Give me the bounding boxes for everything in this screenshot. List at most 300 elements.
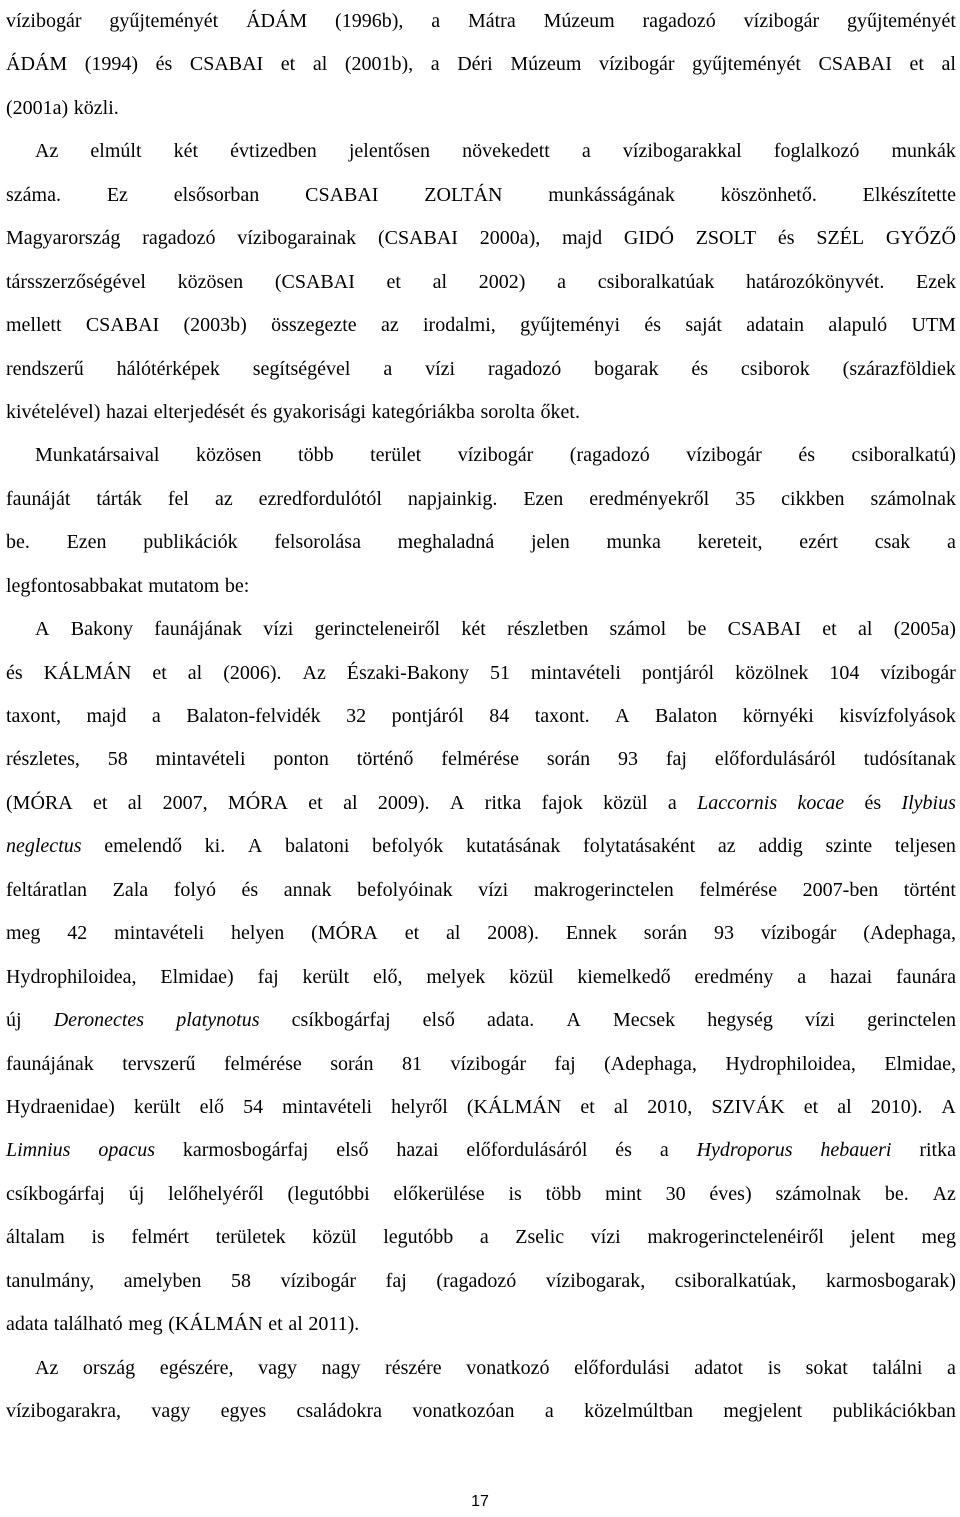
word: be [687,618,707,641]
word: a [151,705,161,727]
word: (2001a) [6,96,69,119]
word: eredményekről [589,487,710,510]
word: a [946,531,956,554]
word: faj [665,748,687,771]
word: Ez [106,183,128,206]
word: hálótérképek [116,357,220,380]
word: et [280,53,296,76]
word: faj [554,1052,576,1075]
text-line [6,782,956,825]
word: vízibogarak, [545,1269,646,1292]
text-line [6,0,956,43]
word: 93 [618,748,639,771]
word: kocae [797,791,845,814]
word: és [6,661,23,684]
word: al [312,53,328,76]
word: vízi [590,1226,621,1249]
word: és [644,314,662,337]
word: (2001b), [344,53,414,76]
text-line [6,43,956,86]
word: Balaton [655,705,718,727]
word: felmért [131,1226,190,1249]
word: elmúlt [90,140,142,163]
word: elő [199,1095,225,1118]
word: karmosbogárfaj [182,1139,309,1162]
word: előfordulásáról [714,748,836,771]
word: számol [609,618,667,641]
word: (KÁLMÁN [168,1313,263,1336]
word: CSABAI [189,53,264,76]
text-line [6,1129,956,1172]
word: CSABAI [727,618,801,641]
word: be. [884,1182,909,1205]
text-line [6,261,956,304]
word: került [302,965,350,988]
word: ponton [273,748,329,771]
word: csak [874,531,911,554]
word: A [449,791,465,814]
word: (2006). [223,661,282,684]
word: vízibogarainak [237,227,357,250]
text-line [6,87,956,130]
word: összegezte [271,314,357,337]
word: és [155,53,173,76]
word: 2007, [162,791,208,814]
text-line [6,1216,956,1259]
word: Mátra [467,10,516,32]
word: sokat [805,1356,848,1379]
word: annak [283,878,332,901]
word: MÓRA [227,791,288,814]
word: al [127,791,143,814]
word: vízibogár [880,661,956,684]
word: (ragadozó [569,444,650,467]
word: Déri [457,53,493,76]
word: tanulmány, [6,1269,95,1292]
word: jelen [530,531,570,554]
text-line [6,521,956,564]
word: (MÓRA [6,791,73,814]
word: Az [302,661,326,684]
word: a [946,1356,956,1379]
word: irodalmi, [423,314,496,337]
word: faj [385,1269,407,1292]
text-line [6,478,956,521]
word: ezért [799,531,839,554]
text-line [6,608,956,651]
word: A [247,835,263,858]
word: az [380,314,399,337]
word: Ezek [916,270,956,293]
word: bogarak [594,357,659,380]
word: gyűjteményi [520,314,621,337]
word: et [152,661,167,684]
word: Ilybius [901,791,956,814]
word: is [91,1226,105,1249]
word: számolnak [775,1182,861,1205]
word: al [288,1313,303,1336]
word: taxont. [534,705,590,727]
text-line [6,174,956,217]
word: CSABAI [818,53,892,76]
word: makrogerinctelenéiről [647,1226,824,1249]
word: faj [257,965,279,988]
word: feltáratlan [6,878,88,901]
word: meg [921,1226,956,1249]
word: legfontosabbakat [6,574,143,597]
word: a [431,10,441,32]
word: felmérése [224,1052,302,1075]
word: 81 [402,1052,423,1075]
word: et [822,618,837,641]
word: 2002) [478,270,526,293]
word: 2010, [647,1095,693,1118]
word: 2000a), [479,227,541,250]
word: ZOLTÁN [424,183,503,206]
word: jelentősen [348,140,430,163]
text-line [6,565,956,608]
word: al [446,922,461,945]
word: Bakony [70,618,133,641]
word: vagy [258,1356,297,1379]
word: elterjedését [153,400,245,423]
text-line [6,652,956,695]
word: részletben [507,618,589,641]
word: során [643,922,688,945]
word: platynotus [176,1009,260,1032]
word: ezredfordulótól [258,487,382,510]
text-line [6,391,956,434]
word: faunáját [6,487,71,510]
word: 2010). [870,1095,923,1118]
word: részletes, [6,748,80,771]
text-line [6,956,956,999]
word: az [214,487,233,510]
text-line [6,912,956,955]
word: pontjáról [641,661,715,684]
word: egyes [220,1400,267,1422]
word: számolnak [870,487,956,510]
word: vízi [263,618,294,641]
word: ÁDÁM [6,53,68,76]
word: ragadozó [142,227,216,250]
word: környéki [742,705,814,727]
word: társszerzőségével [6,270,146,293]
word: családokra [296,1400,382,1422]
word: A [35,618,50,641]
word: közelmúltban [584,1400,693,1422]
word: (1996b), [335,10,404,32]
word: rendszerű [6,357,84,380]
word: 58 [107,748,128,771]
word: folytatásaként [583,835,696,858]
word: pontjáról [391,705,464,727]
word: és [864,791,882,814]
word: gyakorisági [272,400,367,423]
word: Balaton-felvidék [186,705,321,727]
word: vízibogár [450,1052,527,1075]
word: majd [562,227,603,250]
word: gyűjteményét [847,10,956,32]
word: a [544,1400,554,1422]
word: közül [509,965,554,988]
word: őket. [540,400,580,423]
word: al [837,1095,852,1118]
word: első [422,1009,455,1032]
word: et [580,1095,595,1118]
text-line [6,348,956,391]
word: és [777,227,795,250]
word: taxont, [6,705,61,727]
word: területek [215,1226,286,1249]
word: 58 [231,1269,251,1292]
word: a [659,1139,669,1162]
word: CSABAI [85,314,160,337]
word: Magyarország [6,227,121,250]
word: kiemelkedő [577,965,671,988]
word: és [615,1139,632,1162]
word: 2009). [377,791,430,814]
word: Ennek [565,922,617,945]
word: hazai [106,400,149,423]
word: (2003b) [183,314,247,337]
word: helyen [231,922,285,945]
word: publikációk [143,531,238,554]
word: 30 [665,1182,686,1205]
word: al [343,791,358,814]
word: is [767,1356,782,1379]
word: (legutóbbi [287,1182,370,1205]
word: Hydraenidae) [6,1095,115,1118]
text-line [6,999,956,1042]
word: ragadozó [487,357,562,380]
word: közösen [177,270,244,293]
word: előfordulási [574,1356,670,1379]
word: vízibogarakkal [622,140,742,163]
word: Munkatársaival [35,444,160,467]
word: csiborok [740,357,810,380]
word: gerincteleneiről [314,618,441,641]
word: adata [6,1313,49,1336]
word: kisvízfolyások [839,705,956,727]
word: Hydroporus [696,1139,793,1162]
word: Deronectes [53,1009,145,1032]
word: GIDÓ [623,227,674,250]
text-line [6,1390,956,1433]
word: vonatkozóan [412,1400,515,1422]
word: fel [167,487,189,510]
word: megjelent [723,1400,803,1422]
word: ragadozó [642,10,716,32]
word: közösen [195,444,262,467]
word: kategóriákba [371,400,475,423]
word: tervszerű [122,1052,196,1075]
word: et [308,791,323,814]
word: opacus [98,1139,155,1162]
word: 2007-ben [802,878,879,901]
word: adatain [746,314,805,337]
word: általam [6,1226,65,1249]
text-line [6,869,956,912]
word: során [546,748,591,771]
word: vízibogár [6,10,82,32]
word: részére [385,1356,442,1379]
word: kivételével) [6,400,101,423]
word: kereteit, [697,531,763,554]
text-line [6,695,956,738]
word: csiboralkatúak, [674,1269,797,1292]
word: vízi [478,878,509,901]
word: et [268,1313,283,1336]
word: (1994) [84,53,139,76]
word: 2008). [487,922,539,945]
word: A [615,705,630,727]
word: közölnek [735,661,809,684]
word: vízibogár [280,1269,357,1292]
word: hebaueri [820,1139,892,1162]
word: Limnius [6,1139,71,1162]
word: vagy [151,1400,191,1422]
word: emelendő [104,835,182,858]
word: faunájának [154,618,242,641]
word: teljesen [894,835,956,858]
word: Zselic [515,1226,565,1249]
text-line [6,217,956,260]
word: 32 [346,705,367,727]
word: csiboralkatú) [851,444,956,467]
word: hazai [396,1139,439,1162]
word: (2005a) [893,618,956,641]
word: közül [603,791,648,814]
word: et [93,791,108,814]
word: felmérése [699,878,778,901]
word: Laccornis [697,791,778,814]
text-line [6,1303,956,1346]
word: alapuló [828,314,888,337]
word: a [797,965,807,988]
page-number: 17 [471,1493,489,1510]
word: (CSABAI [377,227,458,250]
word: faunára [896,965,956,988]
word: előfordulásáról [466,1139,588,1162]
word: csiboralkatúak [597,270,715,293]
word: elő, [373,965,403,988]
word: tárták [96,487,142,510]
word: foglalkozó [773,140,860,163]
word: al [187,661,203,684]
word: segítségével [252,357,351,380]
word: UTM [911,314,956,337]
word: (MÓRA [311,922,378,945]
word: lelőhelyéről [168,1182,264,1205]
word: munkásságának [548,183,675,206]
word: saját [685,314,722,337]
word: publikációkban [832,1400,956,1422]
word: száma. [6,183,61,206]
word: melyek [426,965,486,988]
word: a [479,1226,489,1249]
word: 84 [489,705,510,727]
word: (KÁLMÁN [466,1095,562,1118]
word: Múzeum [510,53,582,76]
word: 35 [735,487,756,510]
word: felsorolása [274,531,361,554]
word: addig [758,835,803,858]
word: találni [872,1356,923,1379]
word: két [173,140,199,163]
word: Ezen [66,531,107,554]
word: történt [903,878,956,901]
word: majd [86,705,127,727]
word: al [613,1095,629,1118]
word: hegység [707,1009,773,1032]
word: Hydrophiloidea, [725,1052,856,1075]
word: Múzeum [543,10,615,32]
word: a [667,791,677,814]
word: Elmidae, [884,1052,956,1075]
word: előkerülése [393,1182,485,1205]
word: faunájának [6,1052,94,1075]
word: közli. [73,96,119,119]
word: vízibogár [599,53,675,76]
word: vonatkozó [466,1356,550,1379]
word: ki. [204,835,226,858]
word: és [241,878,259,901]
word: Zala [112,878,149,901]
word: évtizedben [230,140,317,163]
word: Elkészítette [862,183,956,206]
word: Az [932,1182,956,1205]
word: ZSOLT [695,227,757,250]
word: A [941,1095,956,1118]
word: két [461,618,486,641]
word: 51 [489,661,510,684]
body-text [6,0,956,1433]
word: található [53,1313,123,1336]
word: közül [312,1226,357,1249]
word: befolyók [372,835,444,858]
text-line [6,304,956,347]
word: mintavételi [155,748,246,771]
word: SZÉL [816,227,865,250]
word: a [383,357,393,380]
word: vízibogár [760,922,837,945]
word: ritka [484,791,522,814]
word: 93 [713,922,734,945]
word: új [128,1182,145,1205]
word: adata. [487,1009,535,1032]
word: során [330,1052,374,1075]
word: Ezen [523,487,564,510]
word: be: [224,574,250,597]
word: al [858,618,873,641]
word: és [798,444,816,467]
text-line [6,1347,956,1390]
word: köszönhető. [720,183,817,206]
word: munka [606,531,661,554]
word: és [250,400,268,423]
word: fajok [541,791,583,814]
word: meg [128,1313,163,1336]
word: balatoni [285,835,350,858]
word: napjainkig. [407,487,498,510]
text-line [6,738,956,781]
word: 54 [243,1095,264,1118]
word: vízi [804,1009,835,1032]
word: mutatom [148,574,220,597]
word: Északi-Bakony [346,661,469,684]
word: 2011). [308,1313,360,1336]
